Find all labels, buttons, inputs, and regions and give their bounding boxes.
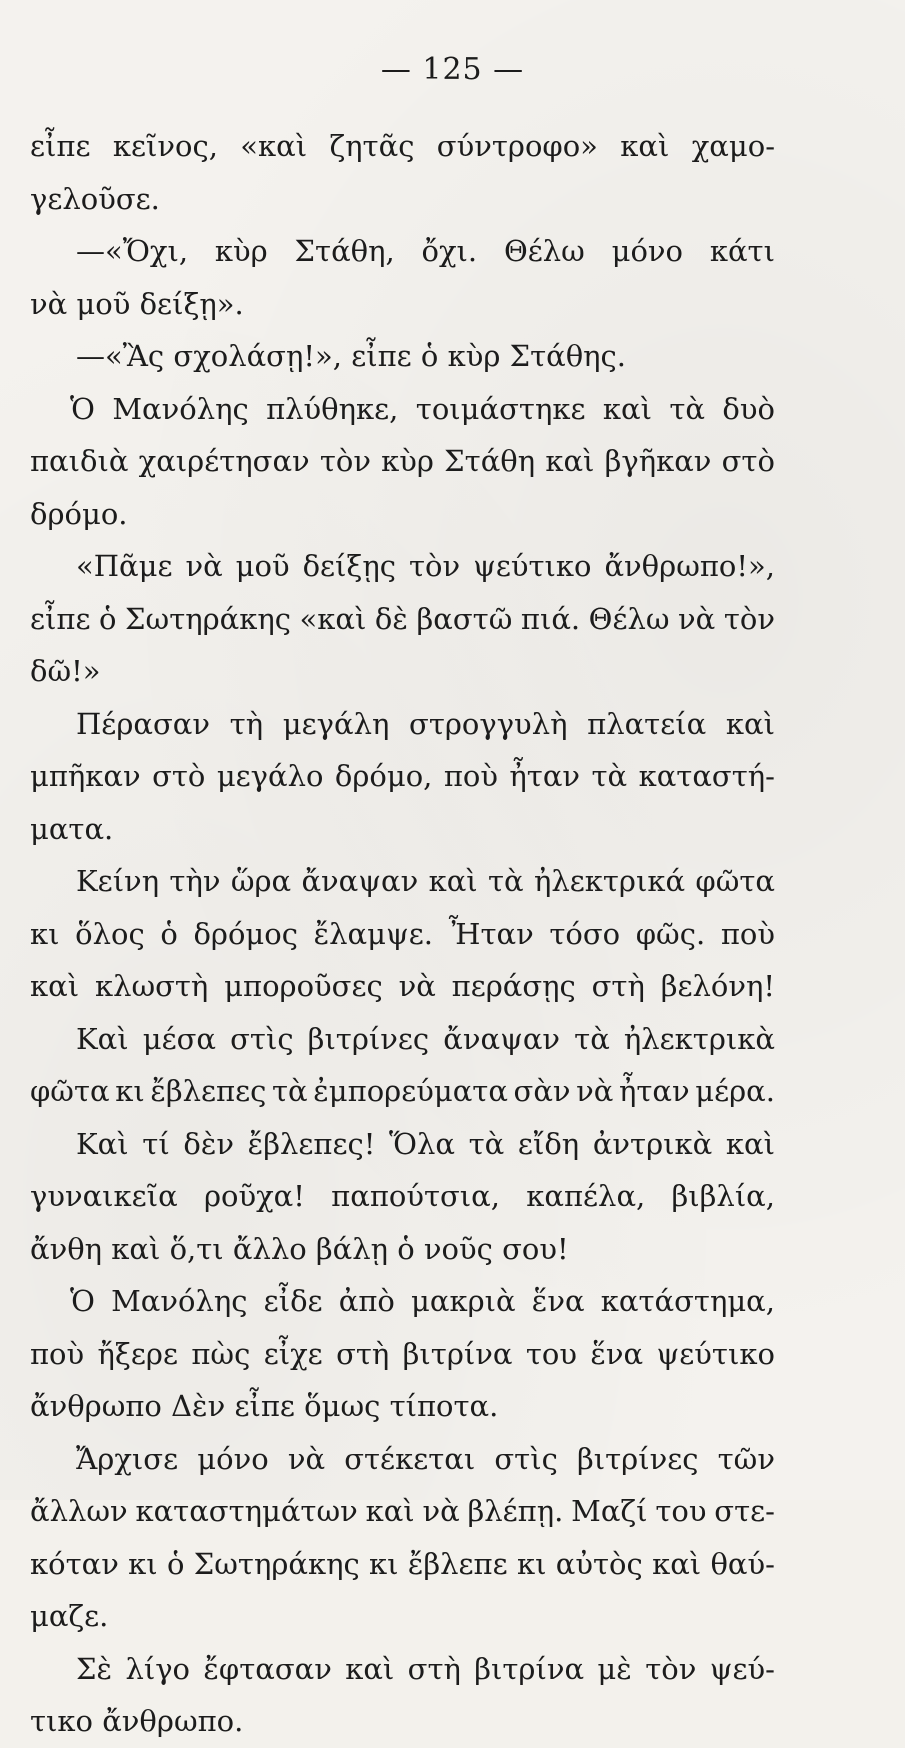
word: «καὶ: [299, 601, 367, 636]
word: στὸ: [152, 759, 206, 793]
word: καταστημάτων: [135, 1494, 358, 1528]
word: Μανόλης: [111, 1284, 248, 1318]
word: Καὶ: [76, 1126, 129, 1161]
word: ἀντρικὰ: [592, 1126, 713, 1161]
word: κατάστημα,: [600, 1284, 775, 1318]
text-line: τικο ἄνθρωπο.: [30, 1704, 244, 1738]
word: θαύ-: [710, 1546, 775, 1581]
word: νὰ: [185, 549, 223, 583]
word: Κείνη: [76, 864, 160, 898]
word: πλατεία: [587, 706, 707, 741]
word: ὁ: [160, 916, 178, 951]
word: ἦταν: [619, 1074, 690, 1108]
word: εἴδη: [517, 1126, 580, 1161]
text-line: [30, 1118, 775, 1171]
page-number: — 125 —: [380, 52, 525, 87]
text-line: [30, 593, 775, 646]
text-line: [30, 540, 775, 593]
word: βελόνη!: [660, 969, 775, 1003]
text-line: [30, 1065, 775, 1118]
text-line: μαζε.: [30, 1599, 109, 1633]
word: τὴ: [229, 706, 264, 741]
word: τὰ: [488, 864, 524, 898]
word: ἀπὸ: [338, 1284, 395, 1318]
word: τὸν: [408, 549, 461, 583]
word: ἔβλεπες!: [247, 1126, 376, 1161]
word: τὰ: [468, 1126, 505, 1161]
word: Ἄρχισε: [76, 1441, 179, 1476]
word: πλύθηκε,: [266, 391, 399, 426]
word: Πέρασαν: [76, 706, 210, 741]
word: τοιμάστηκε: [415, 391, 586, 426]
word: τὴν: [169, 864, 221, 898]
word: βαστῶ: [416, 601, 513, 636]
word: καὶ: [652, 1546, 702, 1581]
text-line: [30, 225, 775, 278]
text-line: —«Ἂς σχολάσῃ!», εἶπε ὁ κὺρ Στάθης.: [76, 339, 627, 373]
word: ἄναψαν: [301, 864, 419, 898]
word: Μαζί: [571, 1494, 648, 1528]
word: κι: [128, 1546, 158, 1581]
word: μέσα: [142, 1021, 216, 1056]
word: Στάθη,: [294, 234, 395, 268]
word: μὲ: [597, 1651, 632, 1686]
text-line: [30, 1643, 775, 1696]
word: νὰ: [287, 1441, 326, 1476]
word: κι: [30, 916, 60, 951]
word: βιτρίνες: [576, 1441, 699, 1476]
word: ποὺ: [30, 1336, 85, 1371]
word: πὼς: [191, 1336, 251, 1371]
text-line: [30, 1538, 775, 1591]
text-line: [30, 1485, 775, 1538]
word: «καὶ: [240, 129, 308, 163]
word: ψεύτικο: [656, 1336, 775, 1371]
word: φῶς.: [635, 916, 706, 951]
word: ἄναψαν: [443, 1021, 561, 1056]
word: δείξῃς: [302, 549, 397, 583]
word: ψεύτικο: [473, 549, 592, 583]
word: στὴ: [591, 969, 645, 1003]
word: Θέλω: [588, 601, 670, 636]
word: ἄλλων: [30, 1494, 128, 1528]
text-line: νὰ μοῦ δείξῃ».: [30, 286, 244, 321]
text-line: δρόμο.: [30, 496, 128, 531]
word: κλωστὴ: [94, 969, 209, 1003]
text-line: ματα.: [30, 811, 114, 846]
word: παπούτσια,: [331, 1179, 500, 1213]
word: Καὶ: [76, 1021, 129, 1056]
word: στὴ: [336, 1336, 390, 1371]
word: ψεύ-: [709, 1651, 775, 1686]
word: κόταν: [30, 1546, 119, 1581]
text-line: [30, 1275, 775, 1328]
word: αὐτὸς: [555, 1546, 643, 1581]
word: καὶ: [725, 706, 775, 741]
word: Σωτηράκης: [193, 1546, 360, 1581]
word: φῶτα: [695, 864, 775, 898]
word: τὰ: [669, 391, 706, 426]
word: μόνο: [197, 1441, 269, 1476]
word: ἔβλεπε: [407, 1546, 508, 1581]
word: τὸν: [319, 444, 371, 478]
word: στέκεται: [344, 1441, 476, 1476]
word: δρόμο,: [334, 759, 433, 793]
word: δρόμος: [193, 916, 298, 951]
word: ζητᾶς: [329, 129, 415, 163]
word: εἶδε: [263, 1284, 323, 1318]
word: λίγο: [125, 1651, 190, 1686]
word: μποροῦσες: [224, 969, 383, 1003]
text-line: [30, 750, 775, 803]
word: χαμο-: [691, 129, 775, 163]
word: στὸ: [721, 444, 775, 478]
word: βγῆκαν: [604, 444, 712, 478]
word: εἶπε: [30, 601, 91, 636]
word: στὴ: [407, 1651, 461, 1686]
word: καὶ: [30, 969, 80, 1003]
word: ὥρα: [230, 864, 292, 898]
word: ἔφτασαν: [203, 1651, 332, 1686]
word: κεῖνος,: [112, 129, 218, 163]
word: ὁ: [166, 1546, 185, 1581]
word: Ὁ: [70, 1284, 95, 1318]
word: γυναικεῖα: [30, 1179, 178, 1213]
word: περάσῃς: [451, 969, 576, 1003]
word: κὺρ: [214, 234, 268, 268]
word: κι: [115, 1074, 145, 1108]
word: καὶ: [365, 1494, 415, 1528]
word: Στάθη: [444, 444, 536, 478]
word: βιτρίνες: [307, 1021, 430, 1056]
word: δὲν: [183, 1126, 235, 1161]
word: ἔβλεπες: [150, 1074, 267, 1108]
text-line: γελοῦσε.: [30, 181, 160, 216]
word: ἤξερε: [97, 1336, 178, 1371]
word: σύντροφο»: [436, 129, 598, 163]
text-line: [30, 908, 775, 961]
word: τὰ: [574, 1021, 610, 1056]
word: τὸν: [645, 1651, 697, 1686]
word: δὲ: [374, 601, 408, 636]
word: Σὲ: [76, 1651, 113, 1686]
text-line: ἄνθρωπο Δὲν εἶπε ὅμως τίποτα.: [30, 1389, 499, 1423]
word: φῶτα: [30, 1074, 110, 1108]
word: τόσο: [549, 916, 621, 951]
word: τὰ: [271, 1074, 308, 1108]
word: νὰ: [576, 1074, 614, 1108]
word: ὅλος: [75, 916, 145, 951]
word: νὰ: [678, 601, 716, 636]
word: κὺρ: [381, 444, 434, 478]
word: ἄνθρωπο!»,: [604, 549, 775, 583]
text-line: [30, 1170, 775, 1223]
word: εἶπε: [30, 129, 91, 163]
word: βιβλία,: [671, 1179, 775, 1213]
word: παιδιὰ: [30, 444, 129, 478]
text-line: [30, 698, 775, 751]
text-line: [30, 1328, 775, 1381]
text-line: [30, 435, 775, 488]
word: του: [525, 1336, 577, 1371]
word: —«Ὄχι,: [76, 234, 189, 268]
word: Θέλω: [503, 234, 585, 268]
word: καταστή-: [638, 759, 775, 793]
word: ἕνα: [590, 1336, 644, 1371]
word: στὶς: [230, 1021, 294, 1056]
text-line: [30, 120, 775, 173]
word: τὸν: [723, 601, 775, 636]
word: μοῦ: [235, 549, 290, 583]
word: τῶν: [717, 1441, 775, 1476]
word: βιτρίνα: [402, 1336, 513, 1371]
word: μακριὰ: [411, 1284, 516, 1318]
word: ὁ: [99, 601, 117, 636]
word: Ἦταν: [448, 916, 534, 951]
word: Ὅλα: [389, 1126, 455, 1161]
word: καὶ: [602, 391, 652, 426]
text-line: [30, 855, 775, 908]
word: εἶχε: [263, 1336, 323, 1371]
word: καὶ: [428, 864, 478, 898]
word: Μανόλης: [112, 391, 249, 426]
word: κι: [516, 1546, 547, 1581]
word: ποὺ: [443, 759, 498, 793]
body-text: [30, 120, 775, 1748]
word: βιτρίνα: [474, 1651, 585, 1686]
word: κι: [369, 1546, 399, 1581]
word: ροῦχα!: [203, 1179, 305, 1213]
word: Ὁ: [70, 391, 95, 426]
word: δυὸ: [722, 391, 775, 426]
word: ἕνα: [531, 1284, 585, 1318]
text-line: [30, 1433, 775, 1486]
word: του: [655, 1494, 707, 1528]
word: τί: [142, 1126, 170, 1161]
word: «Πᾶμε: [76, 549, 173, 583]
word: νὰ: [398, 969, 436, 1003]
word: μπῆκαν: [30, 759, 141, 793]
word: βλέπῃ.: [467, 1494, 564, 1528]
word: ἦταν: [509, 759, 581, 793]
word: στρογγυλὴ: [409, 706, 568, 741]
word: μόνο: [611, 234, 683, 268]
word: ὄχι.: [421, 234, 478, 268]
word: καὶ: [345, 1651, 395, 1686]
text-line: δῶ!»: [30, 654, 101, 688]
word: Σωτηράκης: [125, 601, 291, 636]
word: στὶς: [494, 1441, 558, 1476]
word: ἠλεκτρικὰ: [623, 1021, 775, 1056]
word: ἐμπορεύματα: [313, 1074, 508, 1108]
word: καὶ: [545, 444, 595, 478]
word: κάτι: [709, 234, 775, 268]
word: νὰ: [422, 1494, 460, 1528]
word: καὶ: [725, 1126, 775, 1161]
word: ποὺ: [720, 916, 775, 951]
text-line: [30, 960, 775, 1013]
word: καὶ: [620, 129, 670, 163]
word: σὰν: [513, 1074, 571, 1108]
word: μέρα.: [695, 1074, 775, 1108]
word: στε-: [714, 1494, 775, 1528]
word: ἔλαμψε.: [313, 916, 433, 951]
word: μεγάλη: [282, 706, 390, 741]
word: πιά.: [520, 601, 581, 636]
word: χαιρέτησαν: [138, 444, 310, 478]
text-line: [30, 383, 775, 436]
text-line: ἄνθη καὶ ὅ,τι ἄλλο βάλῃ ὁ νοῦς σου!: [30, 1231, 569, 1266]
word: τὰ: [591, 759, 628, 793]
text-line: [30, 1013, 775, 1066]
word: ἠλεκτρικά: [533, 864, 686, 898]
word: καπέλα,: [526, 1179, 646, 1213]
word: μεγάλο: [216, 759, 324, 793]
